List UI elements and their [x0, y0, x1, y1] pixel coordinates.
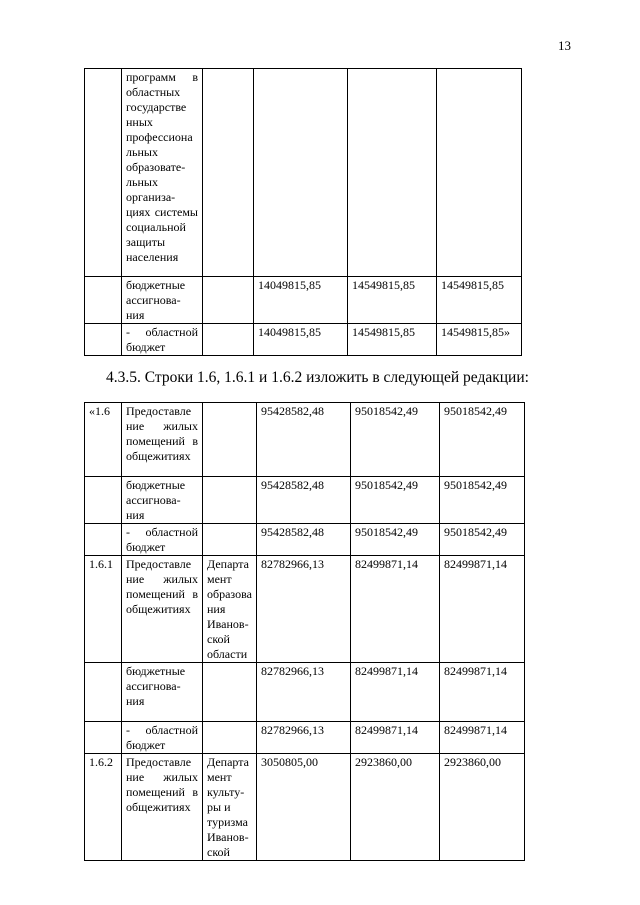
value-cell-year1: 3050805,00 — [256, 754, 350, 861]
value-cell-year2: 95018542,49 — [350, 477, 439, 524]
row-number-cell — [85, 524, 122, 556]
value-cell-year2: 95018542,49 — [350, 403, 439, 477]
executor-cell — [203, 477, 257, 524]
executor-cell — [203, 69, 254, 277]
table-row — [85, 754, 525, 861]
value-cell-year2: 2923860,00 — [350, 754, 439, 861]
value-cell-year1: 95428582,48 — [256, 403, 350, 477]
value-cell-year3: 14549815,85» — [437, 324, 522, 356]
page-number: 13 — [558, 38, 571, 53]
value-cell-year1: 82782966,13 — [256, 663, 350, 722]
executor-cell: Департа мент культу- ры и туризма Иванов- ской — [203, 754, 257, 861]
value-cell-year3: 95018542,49 — [439, 403, 524, 477]
row-number-cell: 1.6.1 — [85, 556, 122, 663]
value-cell-year3: 2923860,00 — [439, 754, 524, 861]
value-cell-year2 — [348, 69, 437, 277]
row-number-cell — [85, 722, 122, 754]
table-row — [85, 277, 522, 324]
value-cell-year2: 82499871,14 — [350, 556, 439, 663]
value-cell-year1: 95428582,48 — [256, 477, 350, 524]
program-table-bottom — [84, 402, 525, 861]
value-cell-year3: 82499871,14 — [439, 556, 524, 663]
value-cell-year3 — [437, 69, 522, 277]
executor-cell — [203, 324, 254, 356]
row-name-cell: бюджетные ассигнова- ния — [122, 477, 203, 524]
executor-cell — [203, 524, 257, 556]
row-name-cell: - областной бюджет — [122, 324, 203, 356]
value-cell-year2: 95018542,49 — [350, 524, 439, 556]
value-cell-year2: 82499871,14 — [350, 722, 439, 754]
section-heading: 4.3.5. Строки 1.6, 1.6.1 и 1.6.2 изложить в следующей редакции: — [106, 369, 529, 386]
value-cell-year1: 14049815,85 — [254, 277, 348, 324]
row-name-cell: - областной бюджет — [122, 524, 203, 556]
value-cell-year3: 14549815,85 — [437, 277, 522, 324]
row-name-cell: программ в областных государстве нных профессиона льных образовате- льных организа- циях системы социальной защиты населения — [122, 69, 203, 277]
row-name-cell: Предоставле ние жилых помещений в общежитиях — [122, 754, 203, 861]
row-number-cell: 1.6.2 — [85, 754, 122, 861]
table-row — [85, 477, 525, 524]
row-number-cell — [85, 277, 122, 324]
value-cell-year3: 95018542,49 — [439, 524, 524, 556]
executor-cell — [203, 722, 257, 754]
value-cell-year1: 95428582,48 — [256, 524, 350, 556]
table-row — [85, 663, 525, 722]
value-cell-year3: 82499871,14 — [439, 663, 524, 722]
table-row — [85, 524, 525, 556]
table-row — [85, 556, 525, 663]
program-table-top — [84, 68, 522, 356]
value-cell-year1: 14049815,85 — [254, 324, 348, 356]
value-cell-year2: 82499871,14 — [350, 663, 439, 722]
row-name-cell: бюджетные ассигнова- ния — [122, 663, 203, 722]
value-cell-year2: 14549815,85 — [348, 277, 437, 324]
executor-cell — [203, 403, 257, 477]
table-row — [85, 403, 525, 477]
executor-cell — [203, 663, 257, 722]
value-cell-year1 — [254, 69, 348, 277]
row-number-cell — [85, 663, 122, 722]
row-name-cell: Предоставле ние жилых помещений в общежитиях — [122, 403, 203, 477]
value-cell-year1: 82782966,13 — [256, 722, 350, 754]
row-number-cell — [85, 324, 122, 356]
row-name-cell: Предоставле ние жилых помещений в общежитиях — [122, 556, 203, 663]
value-cell-year3: 95018542,49 — [439, 477, 524, 524]
row-name-cell: - областной бюджет — [122, 722, 203, 754]
value-cell-year1: 82782966,13 — [256, 556, 350, 663]
row-name-cell: бюджетные ассигнова- ния — [122, 277, 203, 324]
row-number-cell — [85, 69, 122, 277]
value-cell-year3: 82499871,14 — [439, 722, 524, 754]
table-row — [85, 69, 522, 277]
executor-cell: Департа мент образова ния Иванов- ской области — [203, 556, 257, 663]
table-row — [85, 324, 522, 356]
table-row — [85, 722, 525, 754]
executor-cell — [203, 277, 254, 324]
row-number-cell: «1.6 — [85, 403, 122, 477]
value-cell-year2: 14549815,85 — [348, 324, 437, 356]
row-number-cell — [85, 477, 122, 524]
